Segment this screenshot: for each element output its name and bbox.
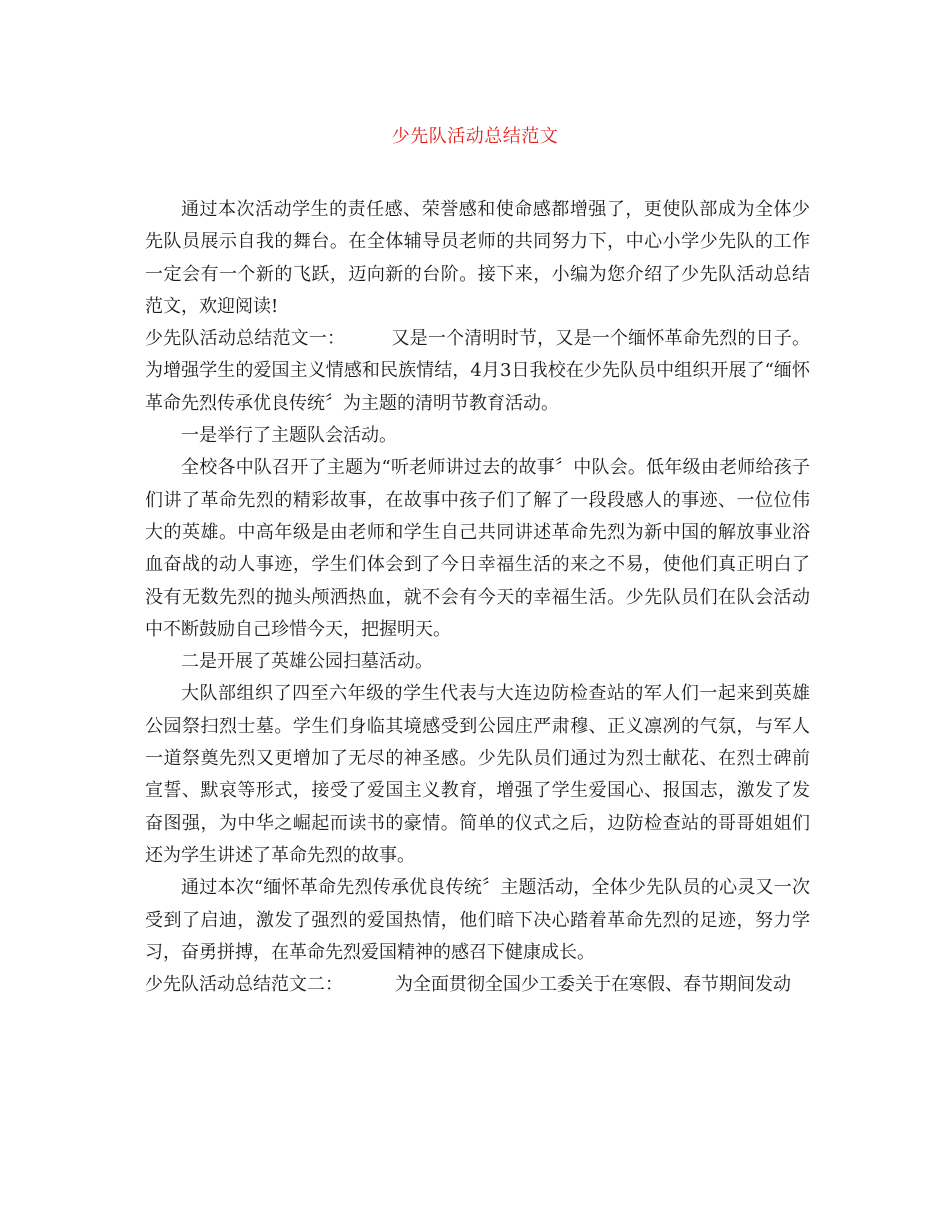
paragraph-item-two: 二是开展了英雄公园扫墓活动。: [181, 651, 433, 673]
document-title: 少先队活动总结范文: [391, 126, 559, 147]
section-text-one: 又是一个清明时节，又是一个缅怀革命先烈的日子。为增强学生的爱国主义情感和民族情结，4月3日我校在少先队员中组织开展了“缅怀革命先烈传承优良传统〞为主题的清明节教育活动。: [145, 328, 810, 414]
paragraph-team-meeting: 全校各中队召开了主题为“听老师讲过去的故事〞中队会。低年级由老师给孩子们讲了革命先烈的精彩故事，在故事中孩子们了解了一段段感人的事迹、一位位伟大的英雄。中高年级是由老师和学生自己共同讲述革命先烈为新中国的解放事业浴血奋战的动人事迹，学生们体会到了今日幸福生活的来之不易，使他们真正明白了没有无数先烈的抛头颅洒热血，就不会有今天的幸福生活。少先队员们在队会活动中不断鼓励自己珍惜今天，把握明天。: [145, 457, 810, 640]
section-text-two: 为全面贯彻全国少工委关于在寒假、春节期间发动: [395, 974, 791, 996]
paragraph-section-two: [145, 969, 810, 1001]
paragraph-item-one: 一是举行了主题队会活动。: [181, 425, 397, 447]
section-label-one: 少先队活动总结范文一：: [145, 328, 346, 350]
section-label-two: 少先队活动总结范文二：: [145, 974, 343, 996]
document-body: [145, 194, 810, 1001]
paragraph-summary: 通过本次“缅怀革命先烈传承优良传统〞主题活动，全体少先队员的心灵又一次受到了启迪，激发了强烈的爱国热情，他们暗下决心踏着革命先烈的足迹，努力学习，奋勇拼搏，在革命先烈爱国精神的感召下健康成长。: [145, 877, 810, 963]
paragraph-cemetery: 大队部组织了四至六年级的学生代表与大连边防检查站的军人们一起来到英雄公园祭扫烈士墓。学生们身临其境感受到公园庄严肃穆、正义凛冽的气氛，与军人一道祭奠先烈又更增加了无尽的神圣感。少先队员们通过为烈士献花、在烈士碑前宣誓、默哀等形式，接受了爱国主义教育，增强了学生爱国心、报国志，激发了发奋图强，为中华之崛起而读书的豪情。简单的仪式之后，边防检查站的哥哥姐姐们还为学生讲述了革命先烈的故事。: [145, 683, 810, 866]
paragraph-section-one: [145, 323, 810, 420]
paragraph-intro: 通过本次活动学生的责任感、荣誉感和使命感都增强了，更使队部成为全体少先队员展示自我的舞台。在全体辅导员老师的共同努力下，中心小学少先队的工作一定会有一个新的飞跃，迈向新的台阶。接下来，小编为您介绍了少先队活动总结范文，欢迎阅读!: [145, 199, 810, 317]
